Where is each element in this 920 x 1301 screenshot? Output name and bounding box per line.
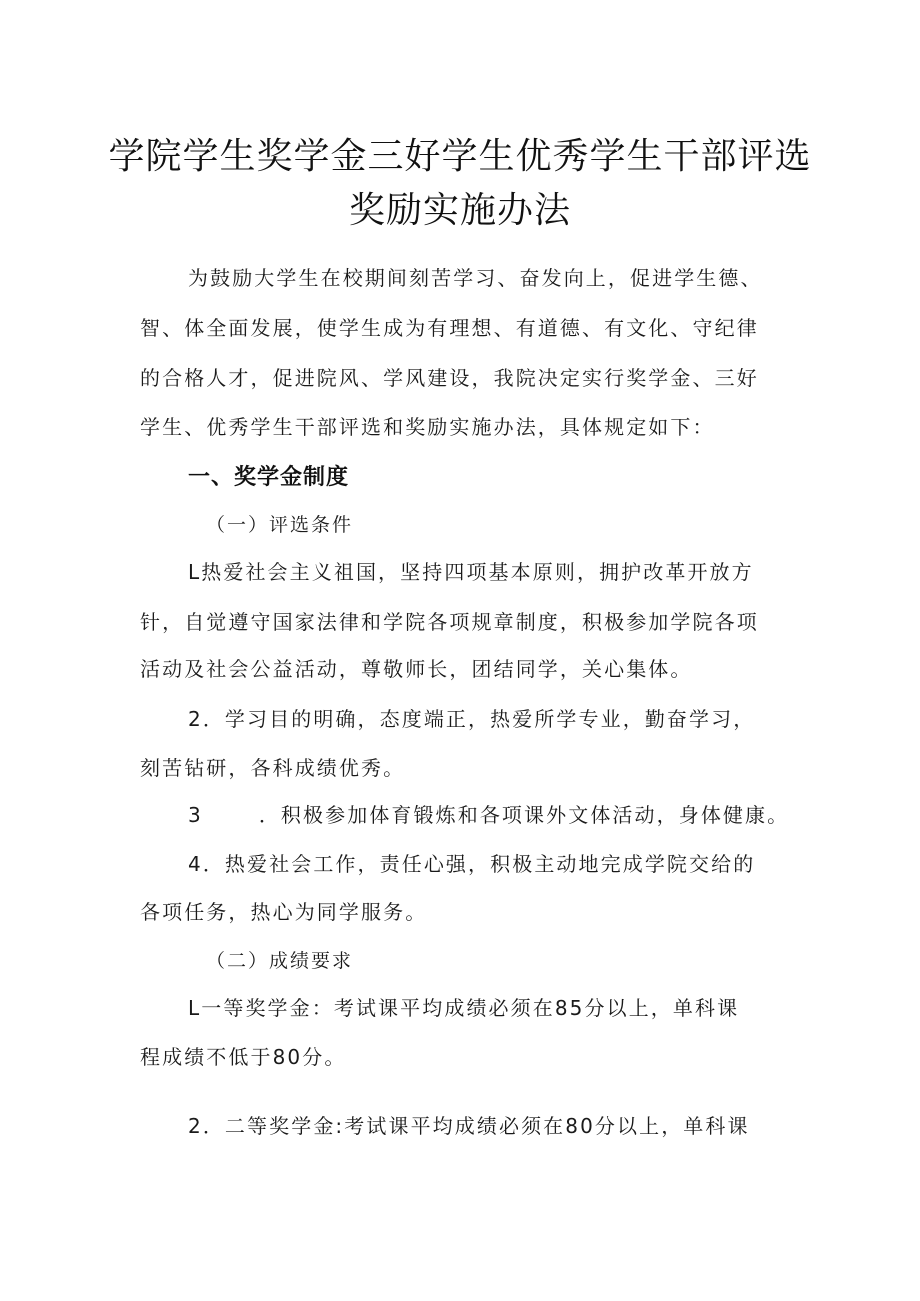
grade-item-1-line-1: L一等奖学金：考试课平均成绩必须在85分以上，单科课: [188, 996, 740, 1020]
criteria-item-2-line-1: 2．学习目的明确，态度端正，热爱所学专业，勤奋学习，: [188, 707, 756, 731]
criteria-item-4-line-2: 各项任务，热心为同学服务。: [140, 900, 428, 924]
intro-line-1: 为鼓励大学生在校期间刻苦学习、奋发向上，促进学生德、: [188, 266, 763, 290]
criteria-item-4-line-1: 4．热爱社会工作，责任心强，积极主动地完成学院交给的: [188, 852, 756, 876]
intro-line-3: 的合格人才，促进院风、学风建设，我院决定实行奖学金、三好: [140, 366, 759, 390]
grade-item-1-line-2: 程成绩不低于80分。: [140, 1045, 347, 1069]
section-1-heading: 一、奖学金制度: [188, 465, 350, 490]
intro-line-2: 智、体全面发展，使学生成为有理想、有道德、有文化、守纪律: [140, 316, 759, 340]
criteria-item-3-text: ．积极参加体育锻炼和各项课外文体活动，身体健康。: [258, 803, 790, 827]
criteria-item-3: [188, 801, 789, 829]
grade-item-2-line-1: 2．二等奖学金:考试课平均成绩必须在80分以上，单科课: [188, 1114, 750, 1138]
subsection-2-heading: （二）成绩要求: [206, 950, 354, 972]
intro-line-4: 学生、优秀学生干部评选和奖励实施办法，具体规定如下：: [140, 415, 715, 439]
criteria-item-3-number: 3: [188, 803, 203, 827]
document-title-line-2: 奖励实施办法: [348, 190, 571, 231]
subsection-1-heading: （一）评选条件: [206, 514, 354, 536]
criteria-item-2-line-2: 刻苦钻研，各科成绩优秀。: [140, 756, 406, 780]
document-title-line-1: 学院学生奖学金三好学生优秀学生干部评选: [108, 136, 812, 177]
criteria-item-1-line-3: 活动及社会公益活动，尊敬师长，团结同学，关心集体。: [140, 657, 693, 681]
criteria-item-1-line-2: 针，自觉遵守国家法律和学院各项规章制度，积极参加学院各项: [140, 610, 759, 634]
criteria-item-1-line-1: L热爱社会主义祖国，坚持四项基本原则，拥护改革开放方: [188, 560, 754, 584]
